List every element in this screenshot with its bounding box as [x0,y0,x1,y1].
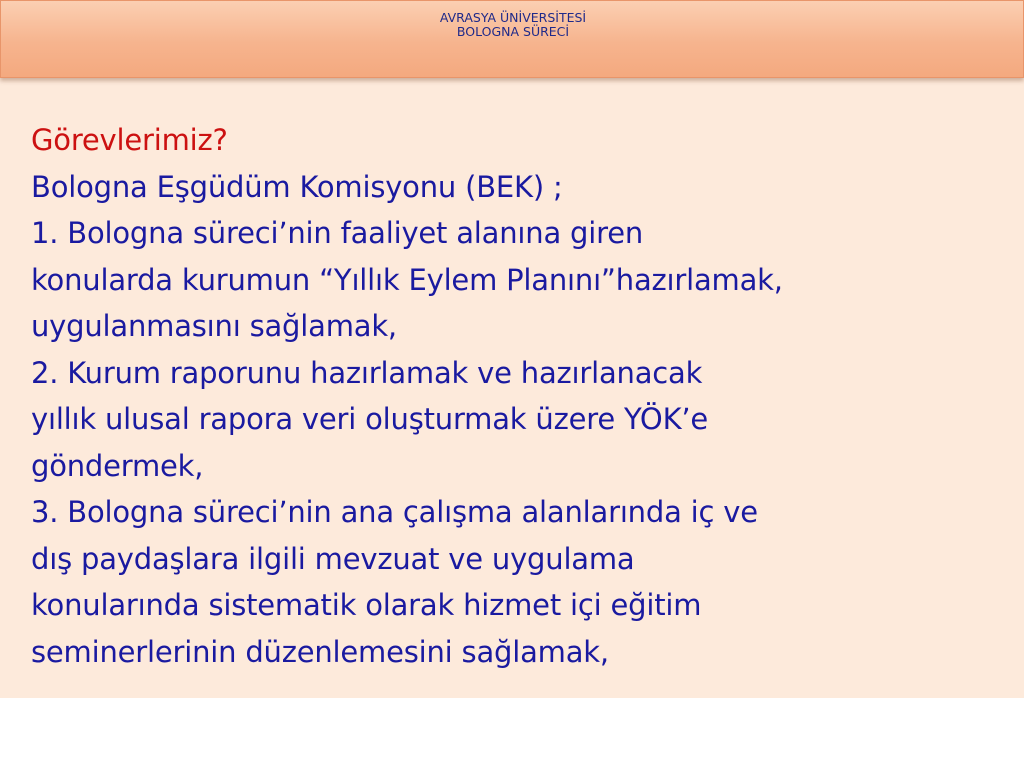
body-line: 1. Bologna süreci’nin faaliyet alanına giren [31,216,644,250]
header-bar [0,0,1024,78]
body-line: uygulanmasını sağlamak, [31,309,397,343]
body-line: konularında sistematik olarak hizmet içi eğitim [31,588,702,622]
body-line: 2. Kurum raporunu hazırlamak ve hazırlanacak [31,355,703,390]
body-line: Bologna Eşgüdüm Komisyonu (BEK) ; [31,169,563,204]
body-line: yıllık ulusal rapora veri oluşturmak üzere YÖK’e [31,402,709,436]
body-line: seminerlerinin düzenlemesini sağlamak, [31,634,609,669]
body-line: göndermek, [31,448,204,483]
body-line: dış paydaşlara ilgili mevzuat ve uygulama [31,541,635,576]
header-title [1,11,1024,39]
question-heading: Görevlerimiz? [31,123,228,157]
slide-content [31,117,1016,675]
body-line: konularda kurumun “Yıllık Eylem Planını”hazırlamak, [31,262,783,297]
bottom-blank-area [0,698,1024,768]
university-name: AVRASYA ÜNİVERSİTESİ [439,10,587,25]
process-name: BOLOGNA SÜRECİ [456,24,570,39]
body-line: 3. Bologna süreci’nin ana çalışma alanlarında iç ve [31,495,758,529]
